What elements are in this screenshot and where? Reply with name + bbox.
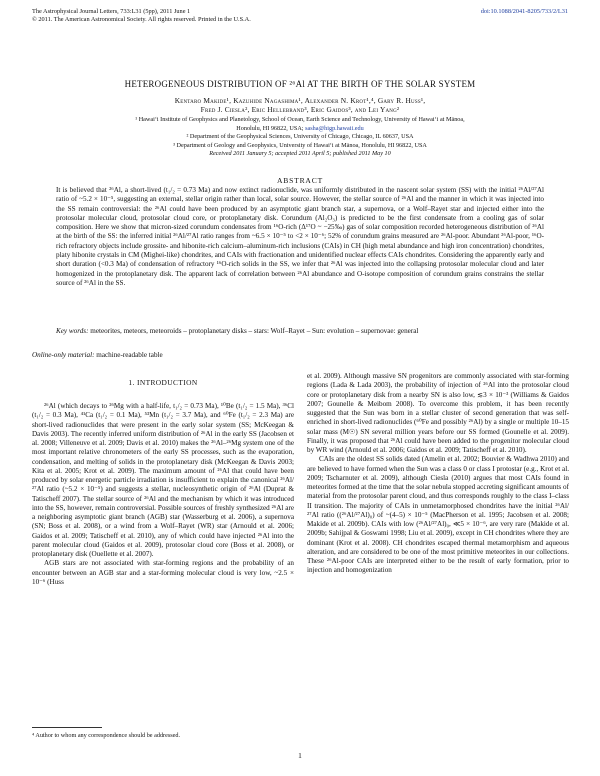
intro-paragraph-2-cont: et al. 2009). Although massive SN progenitors are commonly associated with star-forming regions (Lada & Lada 2003), the probability of injection of ²⁶Al into the protosolar cloud core or protoplanetary disk from a nearby SN is also low, ≲3 × 10⁻³ (Williams & Gaidos 2007; Gounelle & Meibom 2008). To overcome this problem, it has been recently suggested that the Sun was born in a stellar cluster of second generation that was self-enriched in short-lived radionuclides (⁶⁰Fe and possibly ²⁶Al) by a single or multiple 10–15 solar mass (M☉) SN several million years before our SS formed (Gounelle et al. 2009). Finally, it was proposed that ²⁶Al could have been added to the progenitor molecular cloud by WR wind (Arnould et al. 2006; Gaidos et al. 2009; Tatischeff et al. 2010). bbox=[307, 372, 569, 454]
publication-dates: Received 2011 January 5; accepted 2011 April 5; published 2011 May 10 bbox=[209, 150, 391, 157]
online-material bbox=[32, 351, 332, 360]
abstract-text: It is believed that ²⁶Al, a short-lived (t₁/₂ = 0.73 Ma) and now extinct radionuclide, was uniformly distributed in the nascent solar system (SS) with the initial ²⁶Al/²⁷Al ratio of ~5.2 × 10⁻⁵, suggesting an external, stellar origin rather than local, solar source. However, the stellar source of ²⁶Al and the manner in which it was injected into the SS remain controversial: the ²⁶Al could have been produced by an asymptotic giant branch star, a supernova, or a Wolf–Rayet star and injected either into the protosolar molecular cloud, protosolar cloud core, or protoplanetary disk. Corundum (Al₂O₃) is predicted to be the first condensate from a cooling gas of solar composition. Here we show that micron-sized corundum condensates from ¹⁶O-rich (Δ¹⁷O ~ −25‰) gas of solar composition recorded heterogeneous distribution of ²⁶Al at the birth of the SS: the inferred initial ²⁶Al/²⁷Al ratio ranges from ~6.5 × 10⁻⁵ to <2 × 10⁻⁶; 52% of corundum grains measured are ²⁶Al-poor. Abundant ²⁶Al-poor, ¹⁶O-rich refractory objects include grossite- and hibonite-rich calcium–aluminum-rich inclusions (CAIs) in CH (high metal abundance and high iron concentration) chondrites, platy hibonite crystals in CM (Mighei-like) chondrites, and CAIs with fractionation and unidentified nuclear effects CAIs chondrites. Considering the apparently early and short duration (<0.3 Ma) of condensation of refractory ¹⁶O-rich solids in the SS, we infer that ²⁶Al was injected into the collapsing protosolar molecular cloud and later homogenized in the protoplanetary disk. The apparent lack of correlation between ²⁶Al abundance and O-isotope composition of corundum grains constrains the stellar source of ²⁶Al in the SS. bbox=[56, 186, 544, 287]
footnote: ⁴ Author to whom any correspondence should be addressed. bbox=[32, 732, 181, 739]
intro-paragraph-3: CAIs are the oldest SS solids dated (Amelin et al. 2002; Bouvier & Wadhwa 2010) and are believed to have formed when the Sun was a class 0 or class I protostar (e.g., Krot et al. 2009; Tscharnuter et al. 2009), although Ciesla (2010) argues that most CAIs found in meteorites formed at the time that the solar nebula stopped accreting significant amounts of material from the protosolar parent cloud, and thus corresponds roughly to the class I–class II transition. The majority of CAIs in unmetamorphosed chondrites have the initial ²⁶Al/²⁷Al ratio ((²⁶Al/²⁷Al)₀) of ~(4–5) × 10⁻⁵ (MacPherson et al. 1995; Jacobsen et al. 2008; Makide et al. 2009b). CAIs with low (²⁶Al/²⁷Al)₀, ≪5 × 10⁻⁶, are very rare (Makide et al. 2009b; Sahijpal & Goswami 1998; Liu et al. 2009), except in CH chondrites where they are dominant (Krot et al. 2008). CH chondrites escaped thermal metamorphism and aqueous alteration, and are considered to be one of the most primitive meteorites in our collections. These ²⁶Al-poor CAIs are interpreted either to be the result of early formation, prior to injection and homogenization bbox=[307, 455, 569, 575]
author-list bbox=[0, 96, 600, 115]
keywords bbox=[56, 327, 544, 336]
left-column bbox=[32, 402, 294, 587]
author-email-link[interactable]: sasha@higp.hawaii.edu bbox=[305, 124, 364, 132]
author-line-2: Fred J. Ciesla², Eric Hellebrand³, Eric Gaidos³, and Lei Yang² bbox=[200, 105, 400, 115]
affiliation-2: ² Department of the Geophysical Sciences, University of Chicago, Chicago, IL 60637, USA bbox=[186, 133, 414, 140]
affiliation-3: ³ Department of Geology and Geophysics, University of Hawai‘i at Mānoa, Honolulu, HI 96822, USA bbox=[173, 141, 427, 149]
running-header bbox=[32, 8, 568, 24]
affiliations bbox=[0, 116, 600, 159]
copyright-line: © 2011. The American Astronomical Society. All rights reserved. Printed in the U.S.A. bbox=[32, 16, 251, 23]
section-heading-introduction: 1. INTRODUCTION bbox=[128, 378, 198, 387]
online-material-text: machine-readable table bbox=[96, 351, 163, 359]
intro-paragraph-2: AGB stars are not associated with star-forming regions and the probability of an encounter between an AGB star and a star-forming molecular cloud is very low, ~2.5 × 10⁻⁶ (Huss bbox=[32, 559, 294, 586]
intro-paragraph-1: ²⁶Al (which decays to ²⁶Mg with a half-life, t₁/₂ = 0.73 Ma), ¹⁰Be (t₁/₂ = 1.5 Ma), ³⁶Cl (t₁/₂ = 0.3 Ma), ⁴¹Ca (t₁/₂ = 0.1 Ma), ⁵³Mn (t₁/₂ = 3.7 Ma), and ⁶⁰Fe (t₁/₂ = 2.3 Ma) are short-lived radionuclides that were present in the early solar system (SS; McKeegan & Davis 2003). The recently inferred uniform distribution of ²⁶Al in the early SS (Jacobsen et al. 2008; Villeneuve et al. 2009; Davis et al. 2010) makes the ²⁶Al–²⁶Mg system one of the most important relative chronometers of the early SS processes, such as the evaporation, condensation, and melting of solids in the protoplanetary disk (McKeegan & Davis 2003; Kita et al. 2005; Krot et al. 2009). The maximum amount of ²⁶Al that could have been produced by solar energetic particle irradiation is insufficient to explain the canonical ²⁶Al/²⁷Al ratio (~5.2 × 10⁻⁵) and suggests a stellar, nucleosynthetic origin of ²⁶Al (Duprat & Tatischeff 2007). The stellar source of ²⁶Al and the mechanism by which it was introduced into the SS, however, remain controversial. Possible sources of freshly synthesized ²⁶Al are a neighboring asymptotic giant branch (AGB) star (Wasserburg et al. 2006), a supernova (SN; Boss et al. 2008), or a wind from a Wolf–Rayet (WR) star (Arnould et al. 2006; Gaidos et al. 2009; Tatischeff et al. 2010), any of which could have injected ²⁶Al into the parent molecular cloud (Gaidos et al. 2009), protosolar cloud core (Boss et al. 2008), or protoplanetary disk (Ouellette et al. 2007). bbox=[32, 402, 294, 558]
keywords-list: meteorites, meteors, meteoroids – protoplanetary disks – stars: Wolf–Rayet – Sun: evolution – supernovae: general bbox=[90, 327, 419, 335]
abstract-heading: ABSTRACT bbox=[276, 176, 324, 185]
paper-title: HETEROGENEOUS DISTRIBUTION OF ²⁶Al AT THE BIRTH OF THE SOLAR SYSTEM bbox=[124, 79, 476, 89]
right-column bbox=[307, 372, 569, 576]
affiliation-1: ¹ Hawai‘i Institute of Geophysics and Planetology, School of Ocean, Earth Science and Technology, University of Hawai‘i at Mānoa, bbox=[135, 116, 465, 123]
page-number: 1 bbox=[298, 751, 302, 760]
affiliation-1-city: Honolulu, HI 96822, USA; bbox=[236, 124, 304, 132]
journal-citation: The Astrophysical Journal Letters, 733:L31 (5pp), 2011 June 1 bbox=[32, 8, 191, 15]
footnote-rule bbox=[32, 727, 102, 728]
online-material-label: Online-only material: bbox=[32, 351, 95, 359]
keywords-label: Key words: bbox=[56, 327, 89, 335]
affiliation-1-cont bbox=[0, 125, 600, 134]
doi-link[interactable]: doi:10.1088/2041-8205/733/2/L31 bbox=[480, 8, 568, 15]
author-line-1: Kentaro Makide¹, Kazuhide Nagashima¹, Alexander N. Krot¹,⁴, Gary R. Huss¹, bbox=[174, 96, 426, 105]
